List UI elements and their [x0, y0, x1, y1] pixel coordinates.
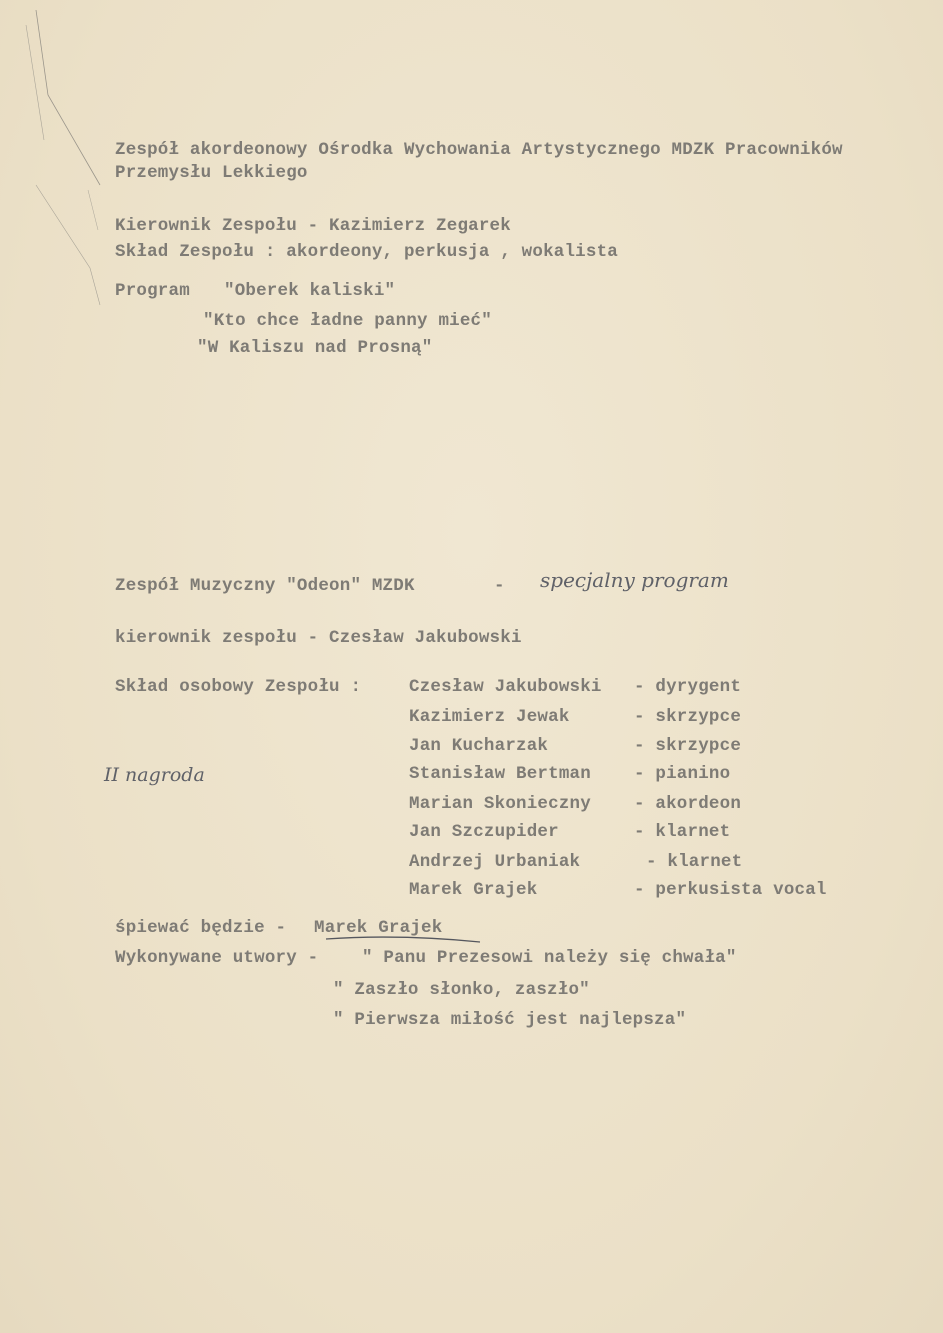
handwritten-note: specjalny program — [540, 568, 729, 592]
member-name: Jan Kucharzak — [409, 736, 549, 756]
section2-title-dash: - — [494, 576, 505, 596]
section2-leader: kierownik zespołu - Czesław Jakubowski — [115, 628, 522, 648]
program-item: "Kto chce ładne panny mieć" — [203, 311, 492, 331]
member-role: - klarnet — [634, 822, 731, 842]
member-name: Czesław Jakubowski — [409, 677, 602, 697]
work-item: " Pierwsza miłość jest najlepsza" — [333, 1010, 687, 1030]
singer-label: śpiewać będzie - — [115, 918, 287, 938]
work-item: " Zaszło słonko, zaszło" — [333, 980, 590, 1000]
singer-name: Marek Grajek — [314, 918, 443, 938]
member-role: - perkusista vocal — [634, 880, 827, 900]
program-label: Program — [115, 281, 190, 301]
work-item: " Panu Prezesowi należy się chwała" — [362, 948, 737, 968]
section1-title: Zespół akordeonowy Ośrodka Wychowania Artystycznego MDZK Pracowników — [115, 140, 843, 160]
works-label: Wykonywane utwory - — [115, 948, 319, 968]
member-name: Kazimierz Jewak — [409, 707, 570, 727]
member-role: - pianino — [634, 764, 731, 784]
program-item: "W Kaliszu nad Prosną" — [197, 338, 433, 358]
member-role: - skrzypce — [634, 736, 742, 756]
member-name: Stanisław Bertman — [409, 764, 591, 784]
handwritten-award: II nagroda — [104, 764, 205, 786]
member-role: - klarnet — [646, 852, 743, 872]
member-role: - skrzypce — [634, 707, 742, 727]
member-name: Jan Szczupider — [409, 822, 559, 842]
section2-title: Zespół Muzyczny "Odeon" MZDK — [115, 576, 415, 596]
section1-composition: Skład Zespołu : akordeony, perkusja , wokalista — [115, 242, 618, 262]
section1-title-cont: Przemysłu Lekkiego — [115, 163, 308, 183]
section1-leader: Kierownik Zespołu - Kazimierz Zegarek — [115, 216, 511, 236]
member-name: Marek Grajek — [409, 880, 538, 900]
member-name: Andrzej Urbaniak — [409, 852, 581, 872]
member-role: - dyrygent — [634, 677, 742, 697]
member-role: - akordeon — [634, 794, 742, 814]
program-item: "Oberek kaliski" — [224, 281, 396, 301]
members-label: Skład osobowy Zespołu : — [115, 677, 362, 697]
member-name: Marian Skonieczny — [409, 794, 591, 814]
